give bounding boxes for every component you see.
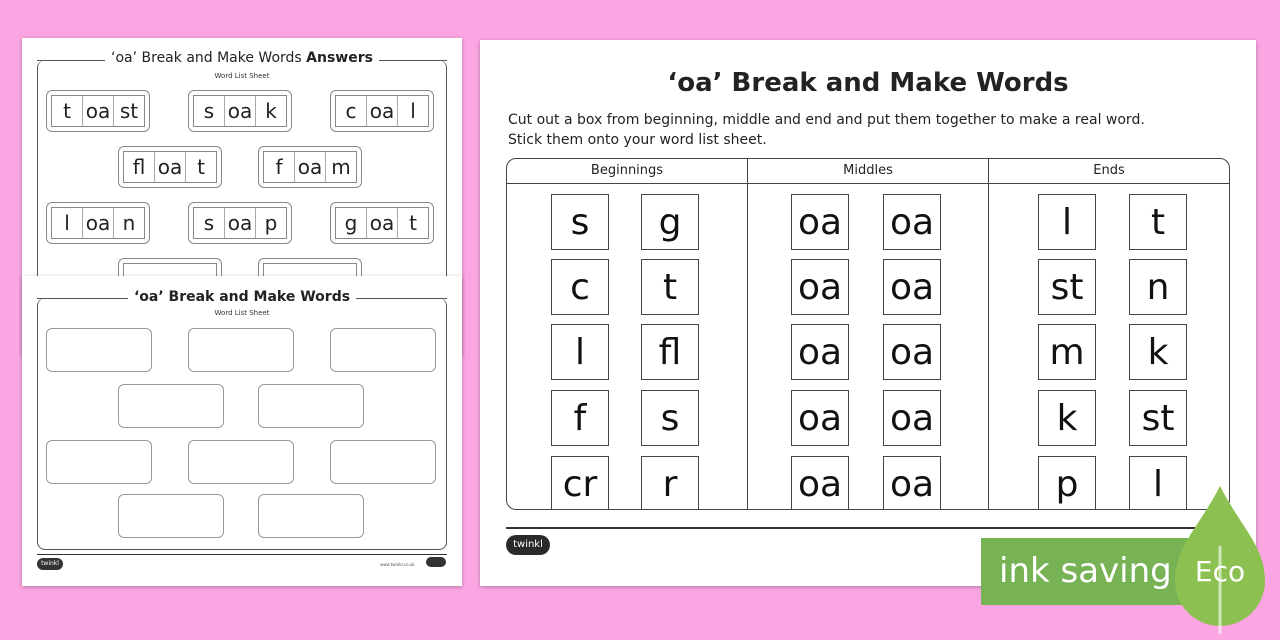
word-part: t [197, 155, 205, 179]
letter-tile: s [641, 390, 699, 446]
word-part: l [410, 99, 416, 123]
word-part: oa [83, 208, 114, 238]
instruction-line-1: Cut out a box from beginning, middle and end and put them together to make a real word. [508, 112, 1145, 128]
word-part: c [336, 96, 367, 126]
column-middles [747, 159, 988, 509]
letter-tile: l [1129, 456, 1187, 510]
empty-word-box [46, 440, 152, 484]
main-sheet [480, 40, 1256, 586]
empty-word-box [258, 494, 364, 538]
word-part: s [194, 96, 225, 126]
answer-word-box [118, 146, 222, 188]
word-part: p [264, 211, 278, 235]
twinkl-small-logo [426, 557, 446, 567]
letter-tile: oa [883, 456, 941, 510]
word-list-sheet [22, 276, 462, 586]
answers-title: ‘oa’ Break and Make Words Answers [22, 50, 462, 66]
word-part: fl [124, 152, 155, 182]
ink-saving-text: ink saving [999, 551, 1172, 591]
word-part: oa [295, 152, 326, 182]
instructions [508, 110, 1145, 150]
letter-tile: oa [883, 324, 941, 380]
letter-tile: f [551, 390, 609, 446]
answer-word-box [188, 202, 292, 244]
empty-word-box [258, 384, 364, 428]
word-part: l [52, 208, 83, 238]
letter-tile: s [551, 194, 609, 250]
letter-tile: t [1129, 194, 1187, 250]
column-header: Ends [989, 159, 1229, 184]
letter-tile: c [551, 259, 609, 315]
empty-word-box [188, 440, 294, 484]
letter-tile: n [1129, 259, 1187, 315]
empty-word-box [118, 494, 224, 538]
eco-leaf-icon [1160, 486, 1280, 636]
answer-word-box [258, 146, 362, 188]
footer-line [37, 554, 447, 555]
twinkl-logo: twinkl [506, 535, 550, 555]
letter-tile: cr [551, 456, 609, 510]
word-part: m [331, 155, 351, 179]
main-title: ‘oa’ Break and Make Words [667, 68, 1069, 98]
word-part: g [336, 208, 367, 238]
wordlist-subtitle: Word List Sheet [214, 309, 270, 317]
empty-word-box [46, 328, 152, 372]
word-part: f [264, 152, 295, 182]
word-part: st [119, 99, 139, 123]
word-part: n [122, 211, 136, 235]
letter-tile: g [641, 194, 699, 250]
letter-tile: p [1038, 456, 1096, 510]
column-header: Beginnings [507, 159, 747, 184]
answers-subtitle: Word List Sheet [214, 72, 270, 80]
column-header: Middles [748, 159, 988, 184]
answer-word-box [330, 202, 434, 244]
letter-tile: oa [791, 324, 849, 380]
letter-tile: r [641, 456, 699, 510]
empty-word-box [330, 328, 436, 372]
letter-tile: oa [791, 259, 849, 315]
letter-tile: l [551, 324, 609, 380]
letter-tile: oa [791, 390, 849, 446]
letter-tile: oa [883, 259, 941, 315]
letter-tile: k [1129, 324, 1187, 380]
empty-word-box [330, 440, 436, 484]
word-part: s [194, 208, 225, 238]
empty-word-box [118, 384, 224, 428]
twinkl-logo: twinkl [37, 558, 63, 570]
answer-word-box [46, 90, 150, 132]
website-footer: www.twinkl.co.uk [380, 562, 415, 567]
answer-word-box [330, 90, 434, 132]
word-part: oa [155, 152, 186, 182]
column-ends [988, 159, 1229, 509]
footer-line [506, 527, 1228, 529]
letter-tile: t [641, 259, 699, 315]
letter-tile: k [1038, 390, 1096, 446]
answer-word-box [188, 90, 292, 132]
word-part: oa [225, 208, 256, 238]
word-part: k [265, 99, 277, 123]
letter-tile: oa [791, 194, 849, 250]
word-part: oa [83, 96, 114, 126]
eco-label: Eco [1194, 555, 1246, 588]
answer-word-box [46, 202, 150, 244]
letter-tile: fl [641, 324, 699, 380]
letter-tile: oa [883, 390, 941, 446]
letter-tile: m [1038, 324, 1096, 380]
letter-tile: l [1038, 194, 1096, 250]
instruction-line-2: Stick them onto your word list sheet. [508, 132, 767, 148]
wordlist-title: ‘oa’ Break and Make Words [22, 289, 462, 305]
letter-tile: oa [883, 194, 941, 250]
tiles-table [506, 158, 1230, 510]
letter-tile: st [1038, 259, 1096, 315]
word-part: t [52, 96, 83, 126]
letter-tile: oa [791, 456, 849, 510]
word-part: oa [367, 208, 398, 238]
word-part: oa [225, 96, 256, 126]
word-part: t [409, 211, 417, 235]
column-beginnings [507, 159, 747, 509]
empty-word-box [188, 328, 294, 372]
word-part: oa [367, 96, 398, 126]
letter-tile: st [1129, 390, 1187, 446]
